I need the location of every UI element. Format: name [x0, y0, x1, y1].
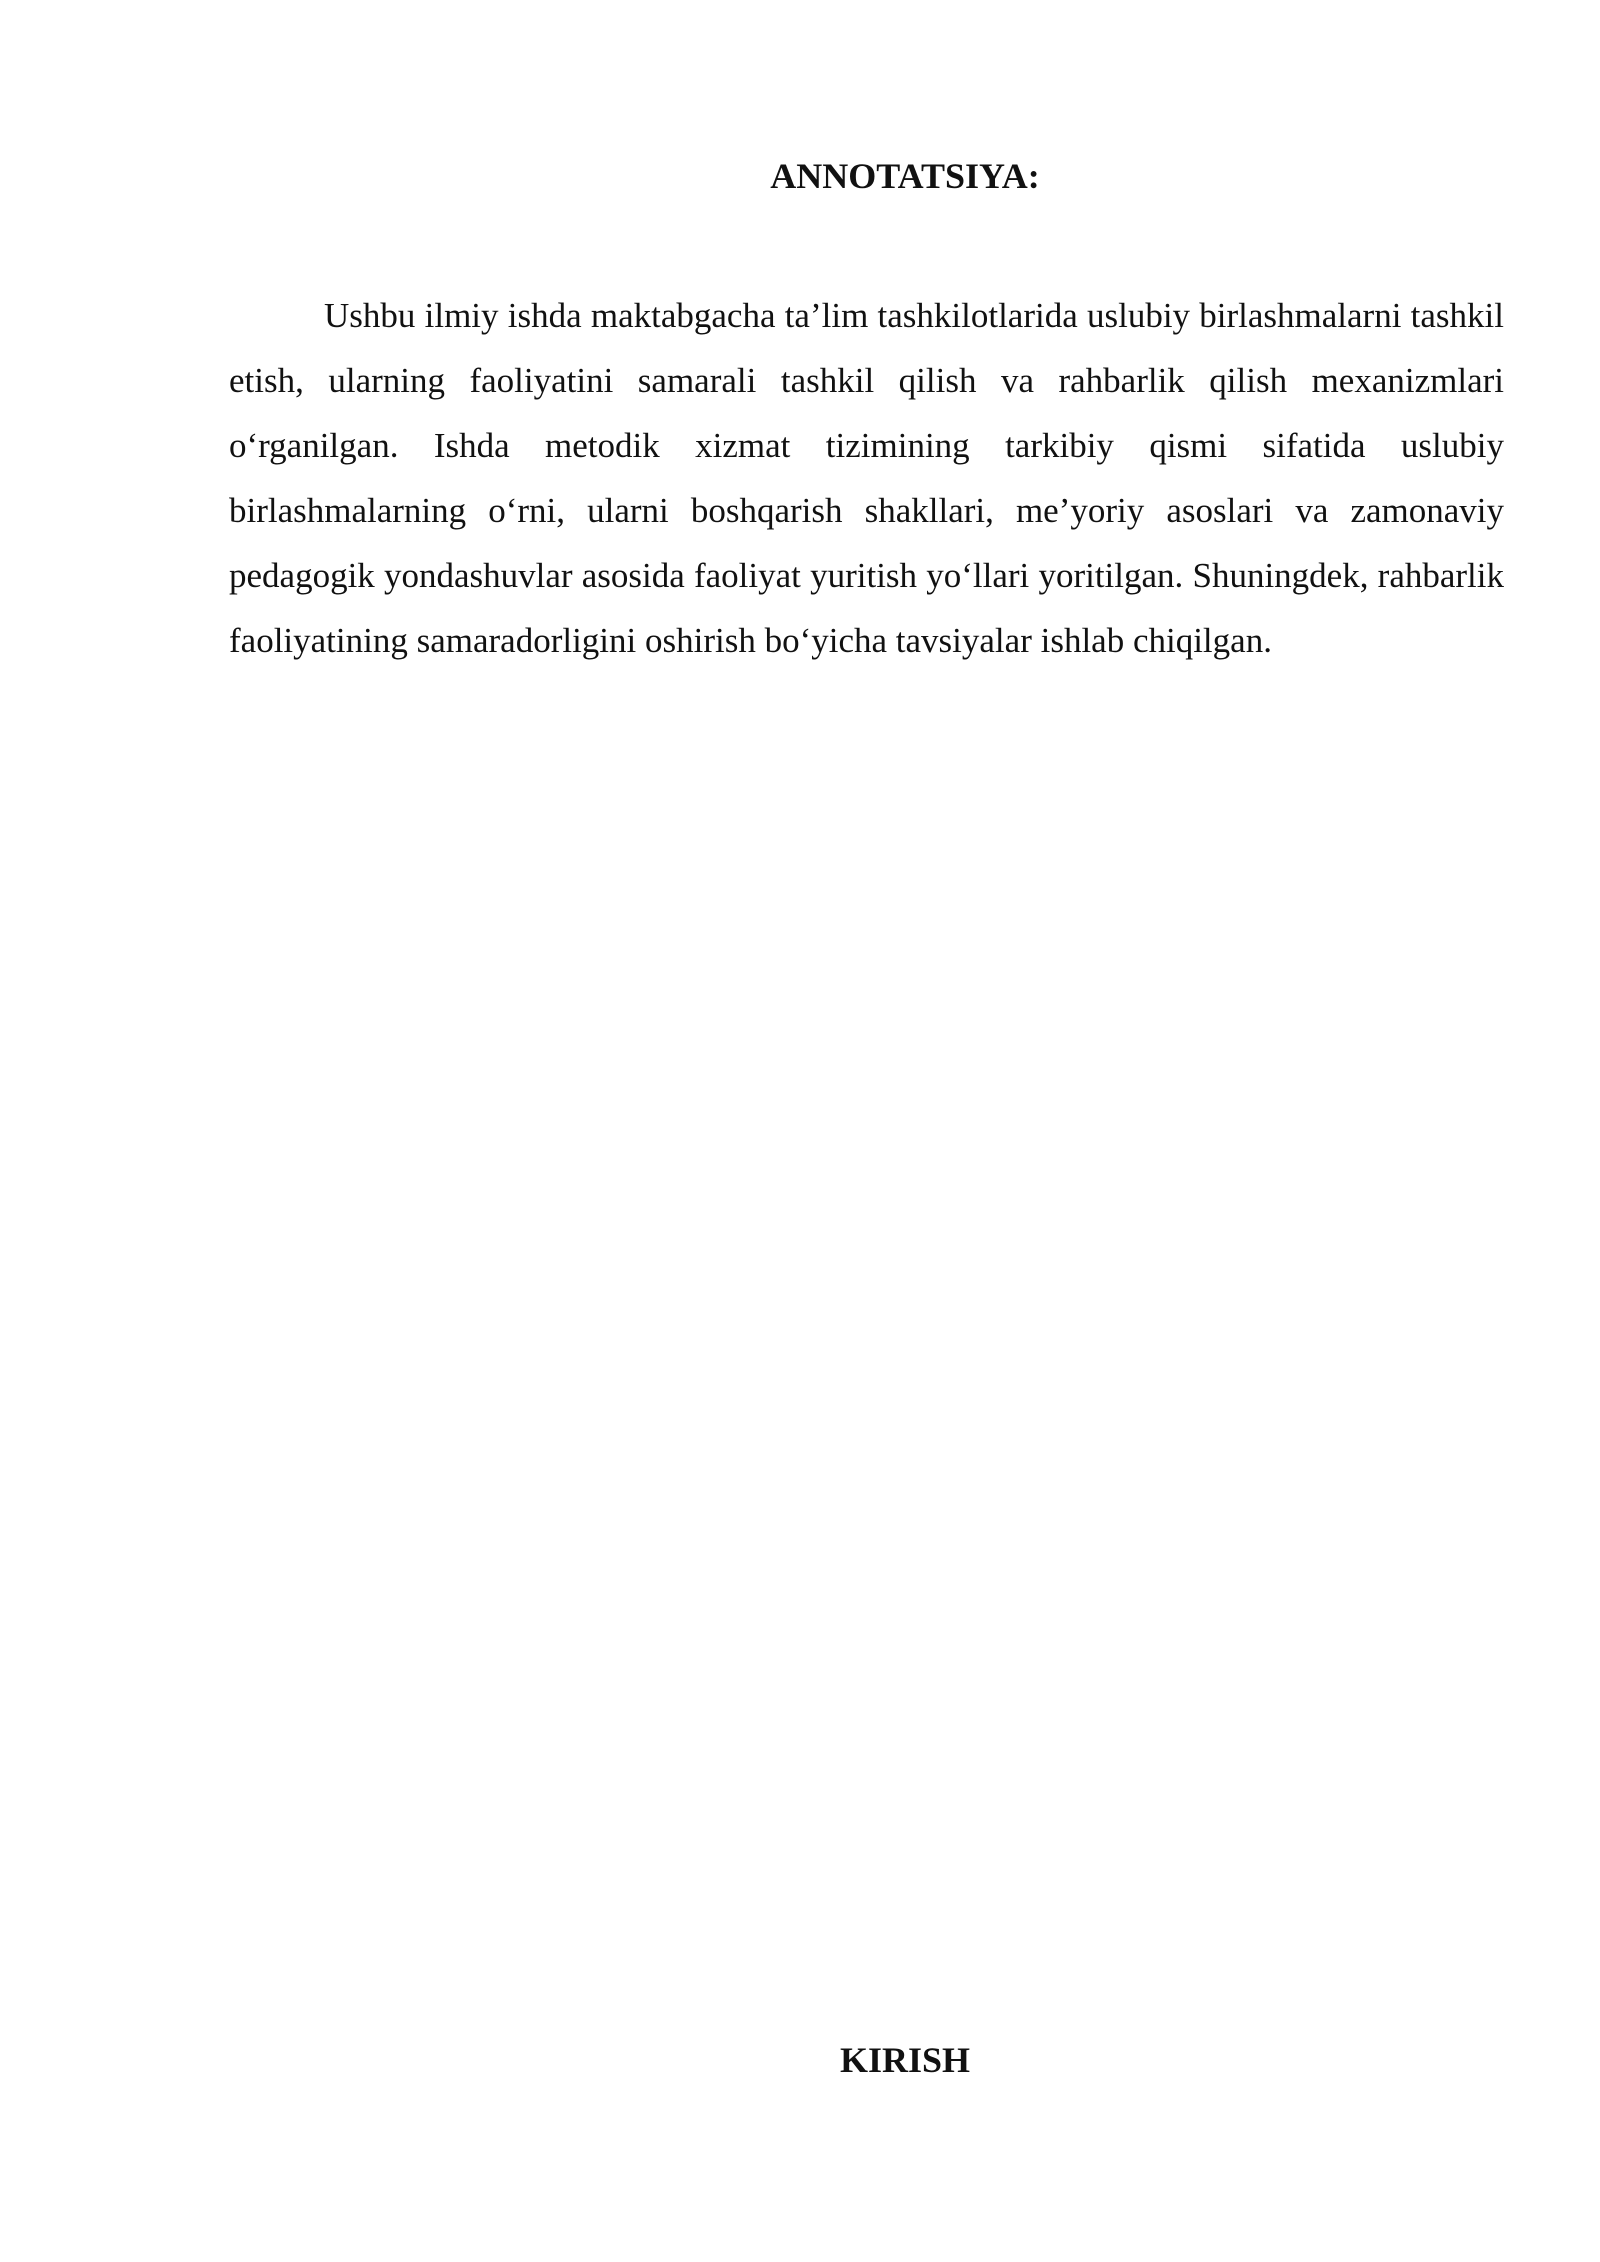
intro-heading: KIRISH	[839, 2040, 971, 2080]
annotation-heading: ANNOTATSIYA:	[770, 156, 1040, 196]
annotation-paragraph: Ushbu ilmiy ishda maktabgacha ta’lim tashkilotlarida uslubiy birlashmalarni tashkil etish, ularning faoliyatini samarali tashkil qilish va rahbarlik qilish mexanizmlari o‘rganilgan. Ishda metodik xizmat tizimining tarkibiy qismi sifatida uslubiy birlashmalarning o‘rni, ularni boshqarish shakllari, me’yoriy asoslari va zamonaviy pedagogik yondashuvlar asosida faoliyat yuritish yo‘llari yoritilgan. Shuningdek, rahbarlik faoliyatining samaradorligini oshirish bo‘yicha tavsiyalar ishlab chiqilgan.	[229, 296, 1504, 660]
